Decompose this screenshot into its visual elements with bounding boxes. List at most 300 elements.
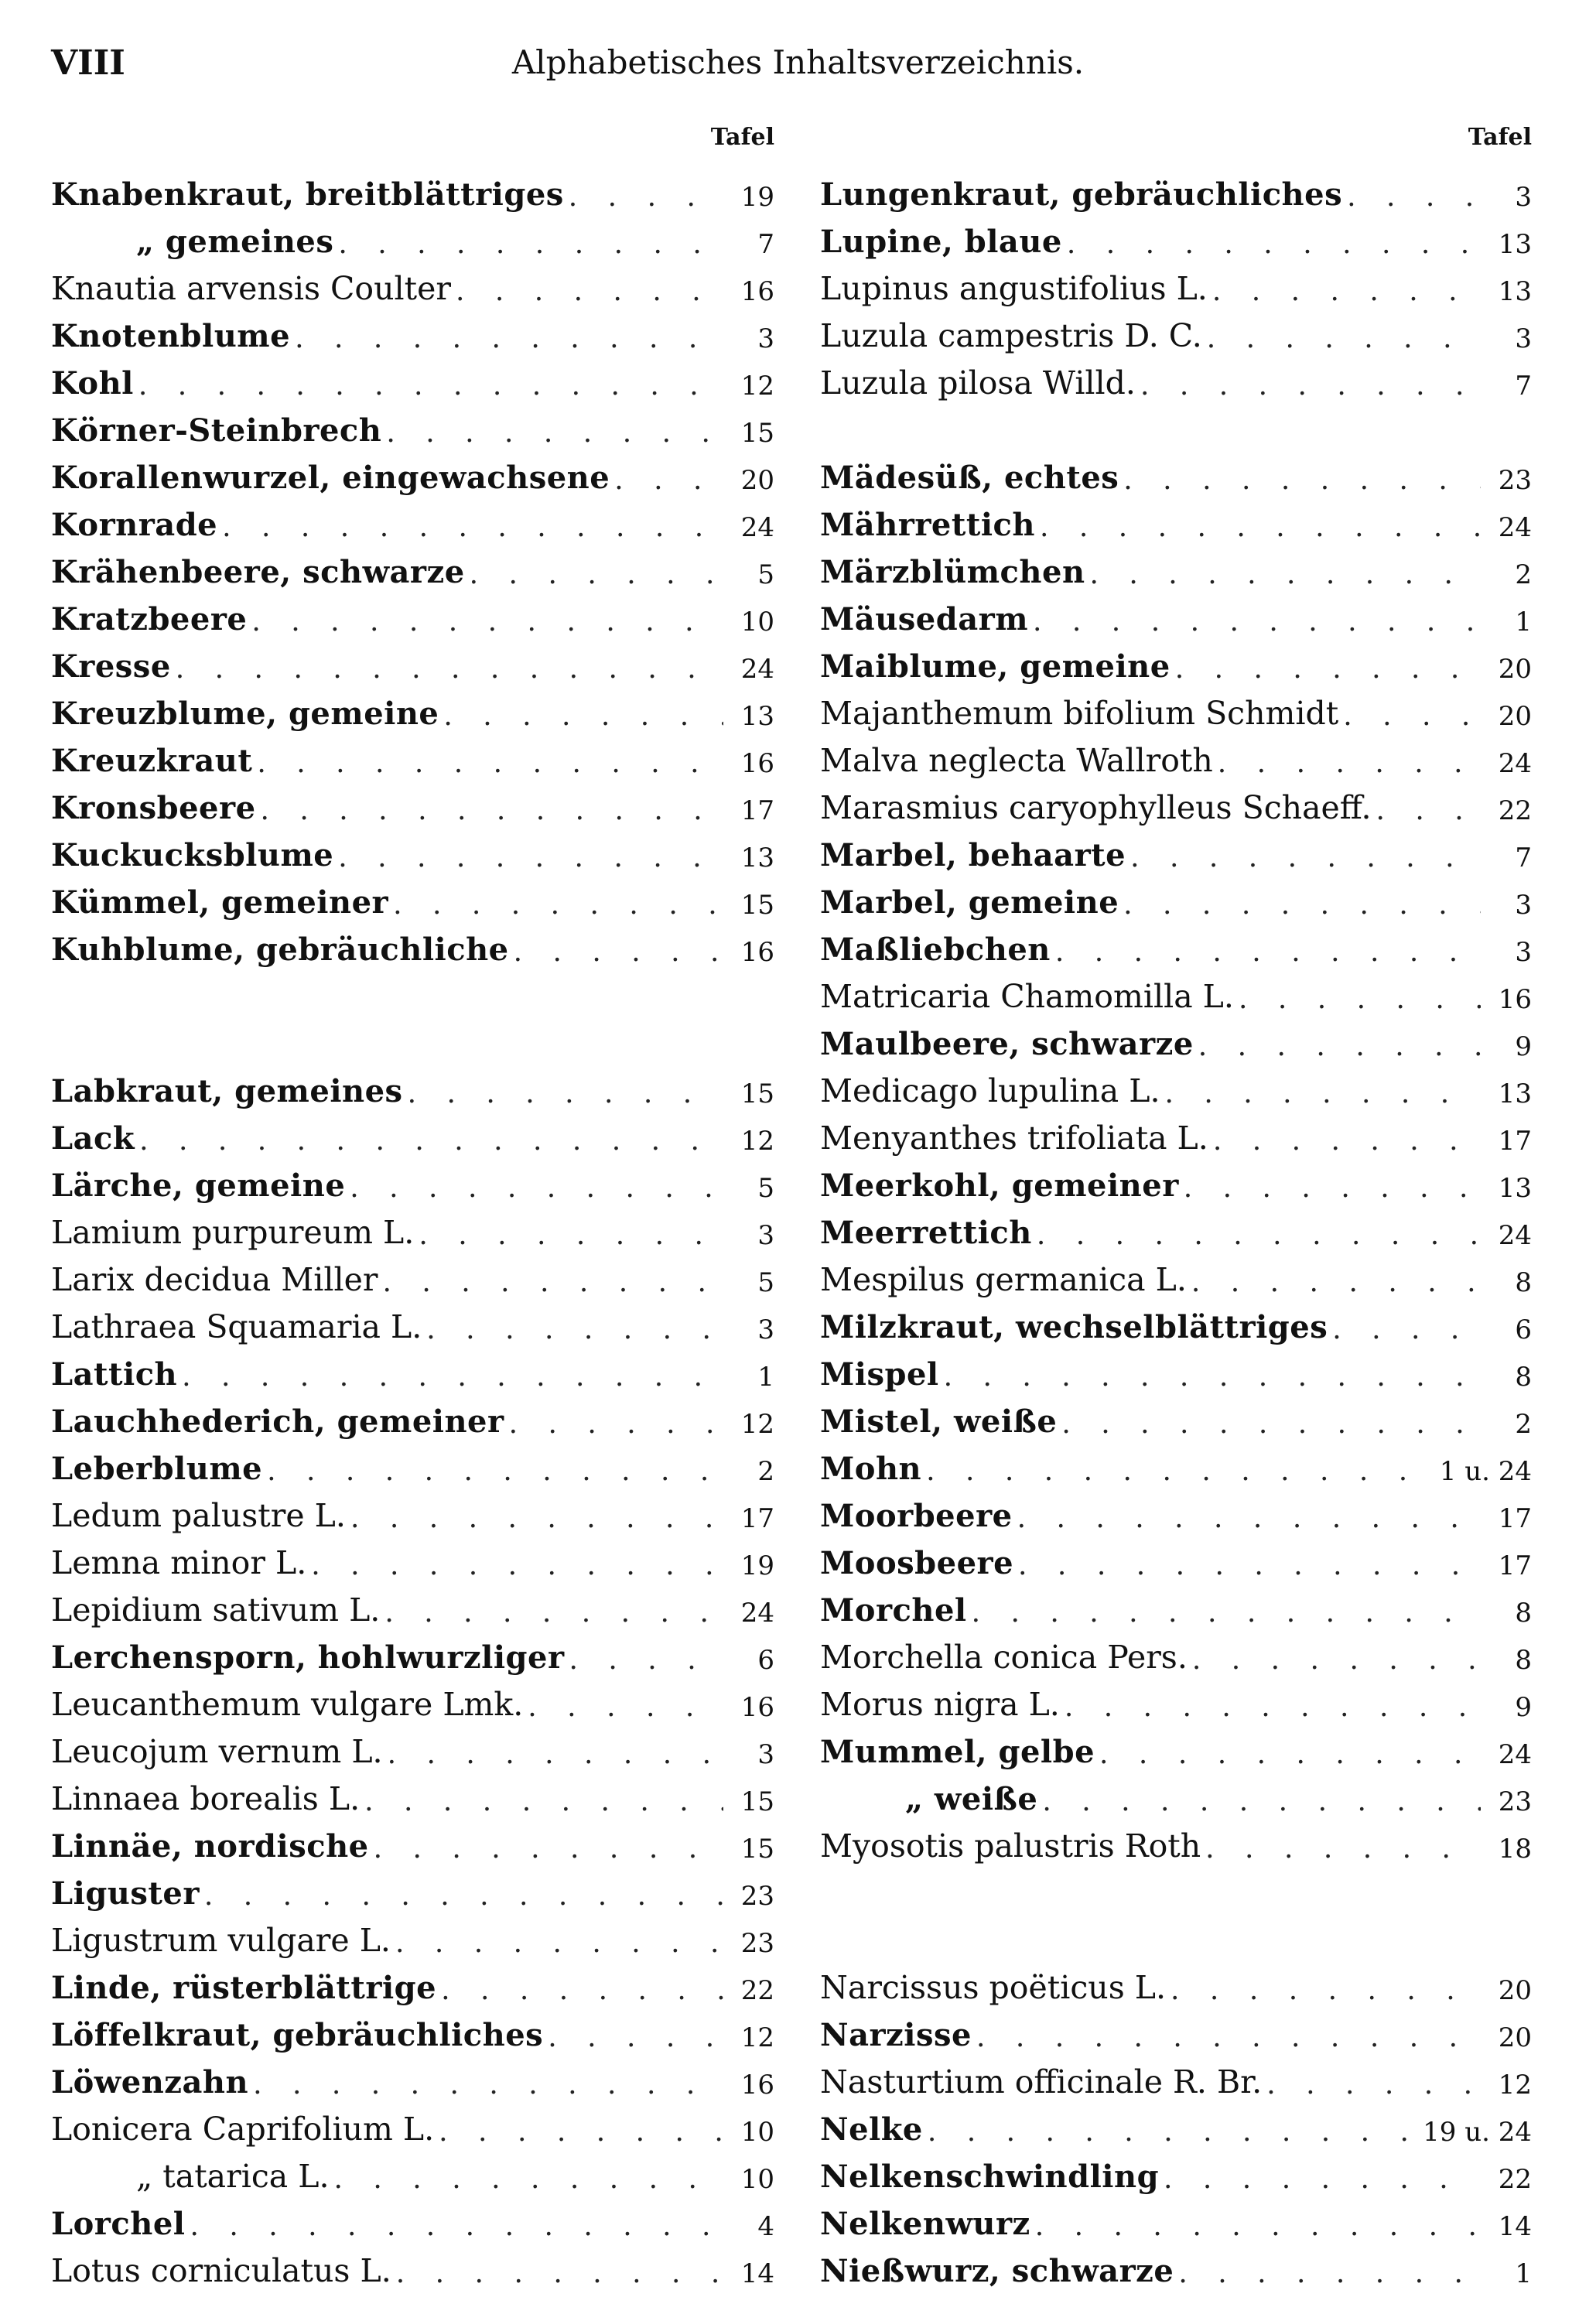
dot-leader <box>1130 842 1481 873</box>
entry-label: Leucanthemum vulgare Lmk. <box>51 1686 524 1723</box>
dot-leader <box>1035 2210 1481 2242</box>
entry-label: „ tatarica L. <box>136 2158 330 2195</box>
dot-leader <box>972 1597 1481 1629</box>
index-entry <box>820 779 1532 826</box>
entry-plate-number: 19 u. 24 <box>1423 2117 1532 2148</box>
entry-label: Lamium purpureum L. <box>51 1214 415 1251</box>
index-entry <box>820 590 1532 638</box>
index-entry <box>51 590 774 638</box>
dot-leader <box>548 2022 723 2053</box>
entry-label: Lotus corniculatus L. <box>51 2252 391 2289</box>
entry-label: Lärche, gemeine <box>51 1167 346 1204</box>
entry-plate-number: 8 <box>1515 1362 1532 1393</box>
entry-plate-number: 24 <box>740 512 774 543</box>
entry-label: Malva neglecta Wallroth <box>820 742 1213 779</box>
entry-plate-number: 8 <box>1515 1598 1532 1629</box>
entry-label: Lack <box>51 1120 135 1157</box>
entry-label: Kohl <box>51 365 134 402</box>
dot-leader <box>1067 228 1481 260</box>
dot-leader <box>251 606 723 638</box>
entry-plate-number: 3 <box>757 1220 774 1251</box>
entry-plate-number: 10 <box>740 607 774 638</box>
entry-label: Mädesüß, echtes <box>820 460 1119 496</box>
index-entry <box>820 1204 1532 1251</box>
dot-leader <box>382 1266 723 1298</box>
index-entry <box>51 1251 774 1298</box>
index-entry <box>51 2242 774 2289</box>
dot-leader <box>944 1361 1481 1393</box>
dot-leader <box>1090 559 1481 590</box>
dot-leader <box>1191 1266 1481 1298</box>
dot-leader <box>295 323 723 354</box>
dot-leader <box>419 1219 723 1251</box>
entry-plate-number: 5 <box>757 559 774 590</box>
section-gap <box>51 968 774 1015</box>
entry-label: Majanthemum bifolium Schmidt <box>820 695 1339 732</box>
index-entry <box>820 1393 1532 1440</box>
dot-leader <box>253 2069 723 2101</box>
entry-label: Mährrettich <box>820 507 1035 543</box>
index-entry <box>820 1817 1532 1865</box>
entry-list <box>51 166 774 2289</box>
entry-plate-number: 12 <box>740 1409 774 1440</box>
page-title: Alphabetisches Inhaltsverzeichnis. <box>511 43 1085 81</box>
entry-plate-number: 20 <box>740 465 774 496</box>
dot-leader <box>1123 889 1481 921</box>
entry-plate-number: 24 <box>1498 1739 1532 1770</box>
entry-label: Knautia arvensis Coulter <box>51 270 451 307</box>
entry-label: Liguster <box>51 1875 200 1912</box>
index-entry <box>820 1581 1532 1629</box>
dot-leader <box>1376 795 1481 826</box>
index-entry <box>51 779 774 826</box>
entry-plate-number: 16 <box>740 2070 774 2101</box>
entry-label: Lerchensporn, hohlwurzliger <box>51 1639 565 1676</box>
entry-plate-number: 9 <box>1515 1031 1532 1062</box>
index-entry <box>51 1676 774 1723</box>
plate-column-label: Tafel <box>710 124 774 151</box>
entry-label: Lauchhederich, gemeiner <box>51 1403 504 1440</box>
entry-plate-number: 19 <box>740 182 774 213</box>
dot-leader <box>528 1691 723 1723</box>
entry-plate-number: 10 <box>740 2164 774 2195</box>
entry-plate-number: 8 <box>1515 1267 1532 1298</box>
dot-leader <box>374 1833 723 1865</box>
index-entry <box>51 1817 774 1865</box>
entry-label: Luzula pilosa Willd. <box>820 364 1136 402</box>
entry-label: Mohn <box>820 1451 922 1487</box>
entry-plate-number: 15 <box>740 1786 774 1817</box>
index-entry <box>820 2006 1532 2053</box>
entry-label: Nelkenwurz <box>820 2206 1030 2242</box>
entry-label: Kreuzkraut <box>51 743 253 779</box>
dot-leader <box>439 2116 723 2148</box>
entry-plate-number: 16 <box>740 1692 774 1723</box>
entry-plate-number: 20 <box>1498 2022 1532 2053</box>
entry-plate-number: 16 <box>740 937 774 968</box>
entry-label: Krähenbeere, schwarze <box>51 554 465 590</box>
dot-leader <box>388 1738 723 1770</box>
entry-plate-number: 8 <box>1515 1645 1532 1676</box>
entry-label: Meerrettich <box>820 1215 1032 1251</box>
entry-label: Nießwurz, schwarze <box>820 2253 1174 2289</box>
dot-leader <box>569 1644 723 1676</box>
entry-plate-number: 13 <box>740 843 774 873</box>
dot-leader <box>190 2210 723 2242</box>
entry-plate-number: 17 <box>1498 1126 1532 1157</box>
entry-label: Knotenblume <box>51 318 291 354</box>
entry-plate-number: 24 <box>1498 512 1532 543</box>
index-column-left <box>51 124 774 2289</box>
entry-plate-number: 22 <box>1498 2164 1532 2195</box>
index-entry <box>820 2101 1532 2148</box>
entry-plate-number: 12 <box>740 1126 774 1157</box>
index-entry <box>820 826 1532 873</box>
entry-plate-number: 17 <box>1498 1503 1532 1534</box>
index-entry <box>820 213 1532 260</box>
dot-leader <box>396 2258 723 2289</box>
index-entry <box>820 1770 1532 1817</box>
entry-plate-number: 15 <box>740 418 774 449</box>
dot-leader <box>1205 1833 1481 1865</box>
entry-plate-number: 23 <box>740 1881 774 1912</box>
index-entry <box>51 1534 774 1581</box>
entry-plate-number: 13 <box>740 701 774 732</box>
entry-plate-number: 7 <box>757 229 774 260</box>
entry-plate-number: 17 <box>1498 1550 1532 1581</box>
entry-plate-number: 17 <box>740 795 774 826</box>
index-entry <box>51 1865 774 1912</box>
entry-plate-number: 1 <box>757 1362 774 1393</box>
dot-leader <box>1184 1172 1481 1204</box>
index-entry <box>820 921 1532 968</box>
entry-plate-number: 17 <box>740 1503 774 1534</box>
index-entry <box>51 873 774 921</box>
entry-label: Lungenkraut, gebräuchliches <box>820 176 1343 213</box>
index-entry <box>51 638 774 685</box>
dot-leader <box>1175 653 1481 685</box>
index-entry <box>820 307 1532 354</box>
section-gap <box>820 1912 1532 1959</box>
dot-leader <box>1343 700 1481 732</box>
entry-plate-number: 18 <box>1498 1834 1532 1865</box>
entry-plate-number: 15 <box>740 1078 774 1109</box>
index-entry <box>51 496 774 543</box>
index-entry <box>820 1440 1532 1487</box>
index-entry <box>51 166 774 213</box>
index-entry <box>820 2148 1532 2195</box>
entry-label: Lupine, blaue <box>820 224 1062 260</box>
index-entry <box>51 402 774 449</box>
entry-label: Kratzbeere <box>51 601 248 638</box>
entry-label: Kümmel, gemeiner <box>51 884 389 921</box>
index-entry <box>51 2195 774 2242</box>
dot-leader <box>926 1455 1432 1487</box>
dot-leader <box>408 1078 723 1109</box>
entry-label: Marbel, gemeine <box>820 884 1119 921</box>
dot-leader <box>1042 1786 1481 1817</box>
entry-plate-number: 22 <box>740 1975 774 2006</box>
index-entry <box>51 1204 774 1251</box>
index-entry <box>51 1959 774 2006</box>
index-entry <box>820 1015 1532 1062</box>
dot-leader <box>267 1455 723 1487</box>
entry-label: Lathraea Squamaria L. <box>51 1308 422 1345</box>
entry-plate-number: 2 <box>757 1456 774 1487</box>
dot-leader <box>384 1597 723 1629</box>
entry-label: Moosbeere <box>820 1545 1014 1581</box>
index-entry <box>51 1581 774 1629</box>
entry-plate-number: 3 <box>757 1314 774 1345</box>
dot-leader <box>1212 275 1481 307</box>
entry-plate-number: 3 <box>1515 182 1532 213</box>
index-entry <box>51 921 774 968</box>
entry-plate-number: 3 <box>757 323 774 354</box>
entry-label: Narcissus poëticus L. <box>820 1969 1167 2006</box>
index-entry <box>51 1109 774 1157</box>
index-entry <box>820 1629 1532 1676</box>
dot-leader <box>514 936 723 968</box>
entry-plate-number: 13 <box>1498 276 1532 307</box>
entry-label: Medicago lupulina L. <box>820 1072 1160 1109</box>
index-entry <box>820 1157 1532 1204</box>
entry-label: Leucojum vernum L. <box>51 1733 383 1770</box>
index-entry <box>820 1298 1532 1345</box>
index-entry <box>51 1629 774 1676</box>
section-gap <box>820 402 1532 449</box>
index-entry <box>820 1487 1532 1534</box>
index-entry <box>51 685 774 732</box>
entry-plate-number: 12 <box>740 2022 774 2053</box>
entry-plate-number: 1 u. 24 <box>1439 1456 1532 1487</box>
entry-label: Luzula campestris D. C. <box>820 317 1202 354</box>
entry-plate-number: 24 <box>740 654 774 685</box>
index-entry <box>51 1345 774 1393</box>
index-entry <box>820 2242 1532 2289</box>
dot-leader <box>1164 2163 1481 2195</box>
entry-label: Nelkenschwindling <box>820 2159 1160 2195</box>
entry-plate-number: 6 <box>1515 1314 1532 1345</box>
entry-plate-number: 12 <box>1498 2070 1532 2101</box>
dot-leader <box>1140 370 1481 402</box>
dot-leader <box>138 370 723 402</box>
dot-leader <box>261 795 723 826</box>
entry-plate-number: 24 <box>740 1598 774 1629</box>
index-entry <box>820 1251 1532 1298</box>
entry-label: Lepidium sativum L. <box>51 1591 381 1629</box>
dot-leader <box>614 464 723 496</box>
dot-leader <box>139 1125 723 1157</box>
index-entry <box>820 1959 1532 2006</box>
index-entry <box>51 1770 774 1817</box>
entry-plate-number: 7 <box>1515 843 1532 873</box>
entry-plate-number: 24 <box>1498 1220 1532 1251</box>
entry-label: Linnaea borealis L. <box>51 1780 361 1817</box>
dot-leader <box>393 889 723 921</box>
column-header <box>820 124 1532 166</box>
entry-label: Märzblümchen <box>820 554 1085 590</box>
dot-leader <box>350 1172 723 1204</box>
index-entry <box>820 1534 1532 1581</box>
entry-plate-number: 10 <box>740 2117 774 2148</box>
entry-label: Marasmius caryophylleus Schaeff. <box>820 789 1372 826</box>
entry-label: Löffelkraut, gebräuchliches <box>51 2017 544 2053</box>
entry-label: Maßliebchen <box>820 931 1051 968</box>
entry-label: Kornrade <box>51 507 218 543</box>
dot-leader <box>257 747 723 779</box>
entry-label: Morchella conica Pers. <box>820 1639 1188 1676</box>
index-entry <box>51 826 774 873</box>
entry-plate-number: 3 <box>1515 890 1532 921</box>
dot-leader <box>386 417 723 449</box>
entry-plate-number: 20 <box>1498 1975 1532 2006</box>
dot-leader <box>1239 983 1481 1015</box>
page-number: VIII <box>51 43 125 83</box>
section-gap <box>51 1015 774 1062</box>
entry-plate-number: 3 <box>1515 937 1532 968</box>
entry-label: Kresse <box>51 648 171 685</box>
entry-label: Labkraut, gemeines <box>51 1073 403 1109</box>
dot-leader <box>569 181 723 213</box>
entry-label: Kuckucksblume <box>51 837 334 873</box>
dot-leader <box>1037 1219 1481 1251</box>
entry-plate-number: 15 <box>740 890 774 921</box>
index-entry <box>820 543 1532 590</box>
plate-column-label: Tafel <box>1468 124 1532 151</box>
entry-label: Marbel, behaarte <box>820 837 1126 873</box>
dot-leader <box>1061 1408 1481 1440</box>
entry-plate-number: 14 <box>740 2258 774 2289</box>
index-entry <box>51 213 774 260</box>
index-entry <box>820 873 1532 921</box>
index-entry <box>51 2101 774 2148</box>
dot-leader <box>176 653 723 685</box>
entry-plate-number: 12 <box>740 371 774 402</box>
dot-leader <box>350 1502 723 1534</box>
entry-plate-number: 7 <box>1515 371 1532 402</box>
index-entry <box>820 2053 1532 2101</box>
entry-plate-number: 2 <box>1515 1409 1532 1440</box>
entry-label: Löwenzahn <box>51 2064 249 2101</box>
entry-plate-number: 13 <box>1498 229 1532 260</box>
entry-plate-number: 9 <box>1515 1692 1532 1723</box>
index-entry <box>51 1912 774 1959</box>
entry-plate-number: 14 <box>1498 2211 1532 2242</box>
dot-leader <box>441 1974 723 2006</box>
dot-leader <box>1017 1502 1481 1534</box>
entry-label: Maiblume, gemeine <box>820 648 1171 685</box>
index-entry <box>51 354 774 402</box>
dot-leader <box>456 275 723 307</box>
entry-label: „ gemeines <box>136 224 334 260</box>
entry-label: Maulbeere, schwarze <box>820 1026 1194 1062</box>
dot-leader <box>1033 606 1481 638</box>
dot-leader <box>1347 181 1481 213</box>
index-entry <box>820 1676 1532 1723</box>
dot-leader <box>1213 1125 1481 1157</box>
entry-label: Myosotis palustris Roth <box>820 1827 1201 1865</box>
entry-label: Korallenwurzel, eingewachsene <box>51 460 610 496</box>
entry-label: Milzkraut, wechselblättriges <box>820 1309 1328 1345</box>
entry-label: Moorbeere <box>820 1498 1013 1534</box>
index-entry <box>820 1109 1532 1157</box>
index-entry <box>820 2195 1532 2242</box>
entry-list <box>820 166 1532 2289</box>
index-entry <box>820 166 1532 213</box>
dot-leader <box>1099 1738 1481 1770</box>
entry-plate-number: 3 <box>757 1739 774 1770</box>
entry-label: Ledum palustre L. <box>51 1497 346 1534</box>
entry-plate-number: 16 <box>740 276 774 307</box>
index-entry <box>51 1723 774 1770</box>
index-entry <box>51 2053 774 2101</box>
entry-plate-number: 2 <box>1515 559 1532 590</box>
dot-leader <box>222 511 723 543</box>
dot-leader <box>1192 1644 1481 1676</box>
section-gap <box>820 1865 1532 1912</box>
entry-label: Kronsbeere <box>51 790 256 826</box>
entry-plate-number: 16 <box>1498 984 1532 1015</box>
index-entry <box>51 1393 774 1440</box>
entry-plate-number: 5 <box>757 1267 774 1298</box>
entry-plate-number: 5 <box>757 1173 774 1204</box>
entry-plate-number: 16 <box>740 748 774 779</box>
entry-label: Kreuzblume, gemeine <box>51 696 439 732</box>
entry-label: Lattich <box>51 1356 178 1393</box>
dot-leader <box>338 228 723 260</box>
entry-label: Knabenkraut, breitblättriges <box>51 176 564 213</box>
entry-label: Matricaria Chamomilla L. <box>820 978 1234 1015</box>
entry-label: Mäusedarm <box>820 601 1029 638</box>
index-entry <box>51 1062 774 1109</box>
index-entry <box>51 1487 774 1534</box>
dot-leader <box>928 2116 1415 2148</box>
entry-plate-number: 20 <box>1498 701 1532 732</box>
dot-leader <box>1178 2258 1481 2289</box>
entry-plate-number: 4 <box>757 2211 774 2242</box>
dot-leader <box>334 2163 723 2195</box>
dot-leader <box>1218 747 1481 779</box>
index-entry <box>820 496 1532 543</box>
index-entry <box>820 685 1532 732</box>
entry-label: Narzisse <box>820 2017 972 2053</box>
index-entry <box>51 732 774 779</box>
dot-leader <box>1055 936 1481 968</box>
index-entry <box>820 260 1532 307</box>
dot-leader <box>1332 1314 1481 1345</box>
index-entry <box>51 260 774 307</box>
dot-leader <box>470 559 723 590</box>
index-entry <box>820 968 1532 1015</box>
entry-label: Ligustrum vulgare L. <box>51 1922 391 1959</box>
dot-leader <box>204 1880 723 1912</box>
index-entry <box>51 1298 774 1345</box>
entry-plate-number: 23 <box>1498 465 1532 496</box>
dot-leader <box>364 1786 723 1817</box>
index-entry <box>820 354 1532 402</box>
dot-leader <box>426 1314 723 1345</box>
dot-leader <box>1266 2069 1481 2101</box>
entry-label: Lemna minor L. <box>51 1544 307 1581</box>
entry-plate-number: 1 <box>1515 607 1532 638</box>
entry-plate-number: 24 <box>1498 748 1532 779</box>
entry-label: Nasturtium officinale R. Br. <box>820 2063 1263 2101</box>
dot-leader <box>182 1361 723 1393</box>
entry-label: „ weiße <box>905 1781 1038 1817</box>
entry-label: Kuhblume, gebräuchliche <box>51 931 509 968</box>
index-entry <box>820 1345 1532 1393</box>
column-header <box>51 124 774 166</box>
